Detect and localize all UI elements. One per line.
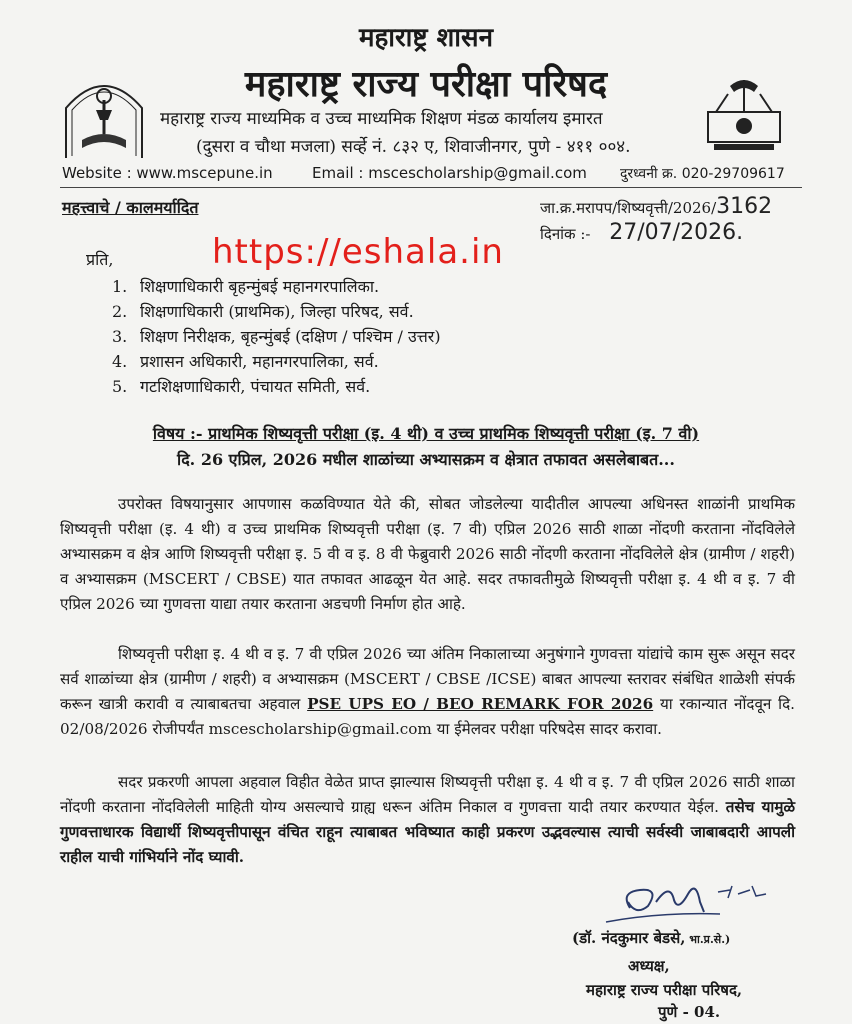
recipient-text: प्रशासन अधिकारी, महानगरपालिका, सर्व. xyxy=(140,352,379,371)
email-text: Email : mscescholarship@gmail.com xyxy=(312,164,587,182)
recipient-text: गटशिक्षणाधिकारी, पंचायत समिती, सर्व. xyxy=(140,377,371,396)
recipient-number: 5. xyxy=(112,377,128,396)
date-handwritten: 27/07/2026. xyxy=(609,220,744,245)
recipient-number: 1. xyxy=(112,277,128,296)
phone-text: दुरध्वनी क्र. 020-29709617 xyxy=(620,166,785,182)
recipient-item xyxy=(112,275,379,297)
body-text: या रकान्यात नोंदवून दि. 02/08/2026 रोजीपर्यंत mscescholarship@gmail.com या ईमेलवर परीक्षा परिषदेस सादर करावा. xyxy=(60,695,795,738)
website-text: Website : www.mscepune.in xyxy=(62,164,273,182)
address-line-2: (दुसरा व चौथा मजला) सर्व्हे नं. ८३२ ए, शिवाजीनगर, पुणे - ४११ ००४. xyxy=(196,137,631,157)
reference-handwritten: 3162 xyxy=(716,194,773,219)
subject-line-1: विषय :- प्राथमिक शिष्यवृत्ती परीक्षा (इ. 4 थी) व उच्च प्राथमिक शिष्यवृत्ती परीक्षा (इ. 7 वी) xyxy=(152,424,700,443)
date-label: दिनांक :- xyxy=(540,225,591,243)
header-divider xyxy=(60,187,802,188)
reference-label: जा.क्र.मरापप/शिष्यवृत्ती/2026/ xyxy=(540,199,717,217)
signature-scribble xyxy=(600,872,780,928)
recipient-number: 3. xyxy=(112,327,128,346)
watermark-text: https://eshala.in xyxy=(212,232,504,272)
council-title: महाराष्ट्र राज्य परीक्षा परिषद xyxy=(244,63,608,105)
signatory-honorific: भा.प्र.से.) xyxy=(685,933,731,946)
signatory-city: पुणे - 04. xyxy=(658,1003,721,1021)
subject-line-2: दि. 26 एप्रिल, 2026 मधील शाळांच्या अभ्यासक्रम व क्षेत्रात तफावत असलेबाबत... xyxy=(177,450,675,469)
body-text: उपरोक्त विषयानुसार आपणास कळविण्यात येते की, सोबत जोडलेल्या यादीतील आपल्या अधिनस्त शाळांनी प्राथमिक शिष्यवृत्ती परीक्षा (इ. 4 थी) व उच्च प्राथमिक शिष्यवृत्ती परीक्षा (इ. 7 वी) एप्रिल 2026 साठी शाळा नोंदणी करताना नोंदविलेले अभ्यासक्रम व क्षेत्र आणि शिष्यवृत्ती परीक्षा इ. 5 वी व इ. 8 वी फेब्रुवारी 2026 साठी नोंदणी करताना नोंदविलेले क्षेत्र (ग्रामीण / शहरी) व अभ्यासक्रम (MSCERT / CBSE) यात तफावत आढळून येत आहे. सदर तफावतीमुळे शिष्यवृत्ती परीक्षा इ. 4 थी व इ. 7 वी एप्रिल 2026 च्या गुणवत्ता याद्या तयार करताना अडचणी निर्माण होत आहे. xyxy=(60,495,795,613)
government-title: महाराष्ट्र शासन xyxy=(358,23,494,53)
report-column-name: PSE UPS EO / BEO REMARK FOR 2026 xyxy=(307,695,654,713)
recipient-text: शिक्षणाधिकारी बृहन्मुंबई महानगरपालिका. xyxy=(140,277,380,296)
urgent-label: महत्त्वाचे / कालमर्यादित xyxy=(62,198,199,217)
recipient-text: शिक्षणाधिकारी (प्राथमिक), जिल्हा परिषद, सर्व. xyxy=(140,302,414,321)
body-paragraph-3 xyxy=(60,770,795,870)
recipient-number: 2. xyxy=(112,302,128,321)
recipient-text: शिक्षण निरीक्षक, बृहन्मुंबई (दक्षिण / पश्चिम / उत्तर) xyxy=(140,327,441,346)
signatory-organization: महाराष्ट्र राज्य परीक्षा परिषद, xyxy=(586,981,743,999)
letter-date xyxy=(540,220,743,245)
body-text: शिष्यवृत्ती परीक्षा इ. 4 थी व इ. 7 वी एप्रिल 2026 च्या अंतिम निकालाच्या अनुषंगाने गुणवत्ता यांद्यांचे काम सुरू असून सदर सर्व शाळांच्या क्षेत्र (ग्रामीण / शहरी) व अभ्यासक्रम (MSCERT / CBSE /ICSE) बाबत आपल्या स्तरावर संबंधित शाळेशी संपर्क करून खात्री करावी व त्याबाबतचा अहवाल xyxy=(60,645,795,713)
body-paragraph-1 xyxy=(60,492,795,617)
signatory-designation: अध्यक्ष, xyxy=(628,957,670,975)
body-text: सदर प्रकरणी आपला अहवाल विहीत वेळेत प्राप्त झाल्यास शिष्यवृत्ती परीक्षा इ. 4 थी व इ. 7 वी एप्रिल 2026 साठी शाळा नोंदणी करताना नोंदविलेली माहिती योग्य असल्याचे ग्राह्य धरून अंतिम निकाल व गुणवत्ता यादी तयार करण्यात येईल. xyxy=(60,773,795,816)
signatory-name-text: (डॉ. नंदकुमार बेडसे, xyxy=(572,929,686,947)
signatory-name xyxy=(572,928,730,948)
recipient-item xyxy=(112,300,414,322)
reference-number xyxy=(540,194,772,219)
warning-text: तसेच यामुळे गुणवत्ताधारक विद्यार्थी शिष्यवृत्तीपासून वंचित राहून त्याबाबत भविष्यात काही प्रकरण उद्भवल्यास त्याची सर्वस्वी जाबाबदारी आपली राहील याची गांभिर्याने नोंद घ्यावी. xyxy=(60,798,795,866)
recipient-item xyxy=(112,325,441,347)
body-paragraph-2 xyxy=(60,642,795,742)
address-line-1: महाराष्ट्र राज्य माध्यमिक व उच्च माध्यमिक शिक्षण मंडळ कार्यालय इमारत xyxy=(160,109,603,129)
recipient-item xyxy=(112,350,379,372)
recipient-number: 4. xyxy=(112,352,128,371)
salutation: प्रति, xyxy=(86,250,114,269)
recipient-item xyxy=(112,375,370,397)
